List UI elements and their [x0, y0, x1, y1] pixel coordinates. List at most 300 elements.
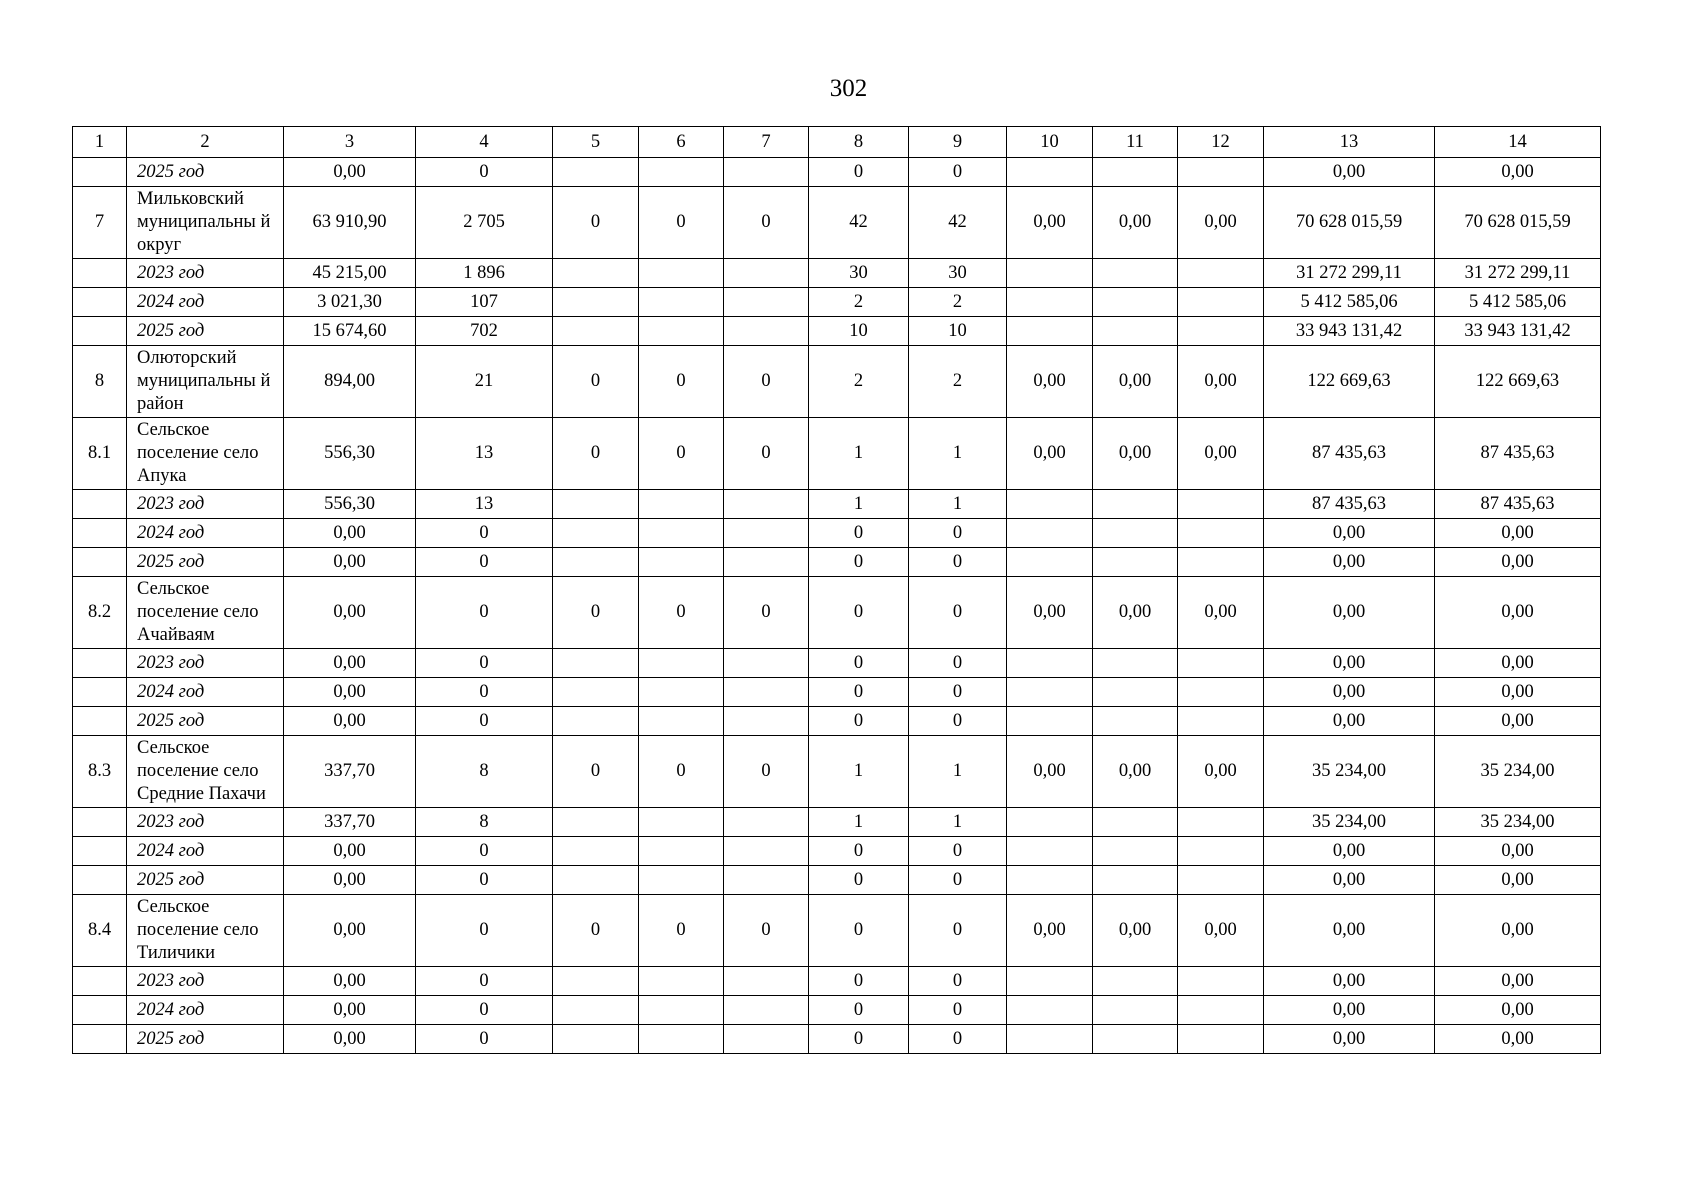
- table-cell: 35 234,00: [1435, 736, 1601, 808]
- table-cell: [1178, 490, 1264, 519]
- table-cell: 0: [553, 577, 639, 649]
- table-cell: 0,00: [284, 967, 416, 996]
- table-cell: 1: [809, 490, 909, 519]
- header-cell: 4: [416, 127, 553, 158]
- table-cell: 0: [639, 418, 724, 490]
- table-cell: 87 435,63: [1264, 490, 1435, 519]
- table-cell: 122 669,63: [1435, 346, 1601, 418]
- table-row: [73, 1025, 1601, 1054]
- table-cell: 15 674,60: [284, 317, 416, 346]
- table-cell: [639, 259, 724, 288]
- table-cell: 8.4: [73, 895, 127, 967]
- table-row: [73, 418, 1601, 490]
- table-cell: [73, 866, 127, 895]
- header-row: [73, 127, 1601, 158]
- table-cell: [1093, 519, 1178, 548]
- name-cell: 2025 год: [127, 317, 284, 346]
- table-cell: [553, 678, 639, 707]
- table-cell: 0: [416, 678, 553, 707]
- table-row: [73, 187, 1601, 259]
- header-cell: 1: [73, 127, 127, 158]
- name-cell: 2025 год: [127, 707, 284, 736]
- table-cell: [724, 158, 809, 187]
- table-row: [73, 967, 1601, 996]
- table-cell: 0: [724, 187, 809, 259]
- table-cell: 0,00: [1264, 519, 1435, 548]
- table-cell: [1178, 866, 1264, 895]
- table-cell: [553, 158, 639, 187]
- table-cell: 1: [809, 736, 909, 808]
- table-cell: 8: [73, 346, 127, 418]
- table-cell: [724, 808, 809, 837]
- table-cell: 8: [416, 808, 553, 837]
- table-cell: 0: [809, 895, 909, 967]
- header-cell: 9: [909, 127, 1007, 158]
- table-cell: [724, 996, 809, 1025]
- name-cell: 2025 год: [127, 1025, 284, 1054]
- table-cell: 87 435,63: [1435, 418, 1601, 490]
- table-cell: 0,00: [1007, 346, 1093, 418]
- table-cell: 0: [639, 346, 724, 418]
- table-cell: 0: [416, 837, 553, 866]
- table-cell: [553, 1025, 639, 1054]
- table-cell: 0,00: [284, 996, 416, 1025]
- table-cell: 0: [416, 519, 553, 548]
- table-cell: [1178, 707, 1264, 736]
- table-cell: [1093, 548, 1178, 577]
- table-row: [73, 736, 1601, 808]
- header-cell: 13: [1264, 127, 1435, 158]
- table-cell: [553, 490, 639, 519]
- table-cell: 5 412 585,06: [1264, 288, 1435, 317]
- table-cell: [1093, 866, 1178, 895]
- table-cell: 0: [809, 866, 909, 895]
- table-cell: [724, 519, 809, 548]
- table-cell: [639, 158, 724, 187]
- table-cell: 0,00: [1178, 895, 1264, 967]
- table-cell: 2 705: [416, 187, 553, 259]
- table-cell: 0,00: [284, 678, 416, 707]
- name-cell: 2025 год: [127, 548, 284, 577]
- name-cell: Мильковский муниципальны й округ: [127, 187, 284, 259]
- table-cell: 0: [909, 996, 1007, 1025]
- table-cell: 70 628 015,59: [1435, 187, 1601, 259]
- table-cell: 10: [809, 317, 909, 346]
- table-cell: [1178, 1025, 1264, 1054]
- table-cell: 30: [809, 259, 909, 288]
- table-cell: 31 272 299,11: [1264, 259, 1435, 288]
- table-cell: [639, 837, 724, 866]
- table-cell: 0: [809, 996, 909, 1025]
- table-cell: [553, 649, 639, 678]
- table-cell: 0: [553, 736, 639, 808]
- table-cell: 0: [416, 158, 553, 187]
- table-cell: [1093, 317, 1178, 346]
- table-row: [73, 808, 1601, 837]
- table-cell: 5 412 585,06: [1435, 288, 1601, 317]
- name-cell: Сельское поселение село Ачайваям: [127, 577, 284, 649]
- table-cell: [1093, 158, 1178, 187]
- table-cell: [1007, 259, 1093, 288]
- table-cell: 0,00: [1093, 577, 1178, 649]
- header-cell: 12: [1178, 127, 1264, 158]
- header-cell: 14: [1435, 127, 1601, 158]
- table-cell: [1007, 317, 1093, 346]
- table-cell: 0,00: [284, 519, 416, 548]
- table-cell: [1093, 707, 1178, 736]
- table-cell: 0,00: [284, 548, 416, 577]
- table-cell: [724, 967, 809, 996]
- table-cell: 33 943 131,42: [1264, 317, 1435, 346]
- table-cell: 0: [416, 895, 553, 967]
- table-cell: 0,00: [1264, 866, 1435, 895]
- table-cell: 0,00: [1007, 418, 1093, 490]
- table-cell: 13: [416, 490, 553, 519]
- table-cell: 0: [724, 736, 809, 808]
- table-cell: [1093, 490, 1178, 519]
- table-cell: [1178, 967, 1264, 996]
- table-cell: 0,00: [1435, 837, 1601, 866]
- table-cell: 0: [416, 967, 553, 996]
- table-cell: 8.1: [73, 418, 127, 490]
- table-cell: [1093, 837, 1178, 866]
- table-cell: 0: [416, 548, 553, 577]
- table-cell: [724, 707, 809, 736]
- table-cell: [73, 490, 127, 519]
- table-cell: [1007, 707, 1093, 736]
- table-cell: [1178, 996, 1264, 1025]
- table-cell: [553, 259, 639, 288]
- table-cell: [1093, 678, 1178, 707]
- table-cell: [1178, 288, 1264, 317]
- table-row: [73, 895, 1601, 967]
- table-cell: [1007, 808, 1093, 837]
- table-cell: 30: [909, 259, 1007, 288]
- table-cell: 0,00: [1007, 577, 1093, 649]
- table-cell: [1007, 837, 1093, 866]
- table-cell: [639, 288, 724, 317]
- table-cell: [1007, 288, 1093, 317]
- table-cell: 0: [909, 577, 1007, 649]
- table-cell: 0: [416, 866, 553, 895]
- table-cell: [73, 996, 127, 1025]
- name-cell: 2025 год: [127, 866, 284, 895]
- table-cell: [73, 837, 127, 866]
- table-cell: [73, 678, 127, 707]
- table-cell: 1: [809, 808, 909, 837]
- table-cell: 0,00: [284, 866, 416, 895]
- table-cell: 0,00: [284, 895, 416, 967]
- table-cell: 0,00: [1093, 187, 1178, 259]
- table-row: [73, 158, 1601, 187]
- table-cell: 0: [553, 895, 639, 967]
- table-cell: [73, 1025, 127, 1054]
- table-cell: 35 234,00: [1264, 736, 1435, 808]
- table-cell: 0,00: [284, 837, 416, 866]
- table-cell: 0,00: [1093, 895, 1178, 967]
- table-cell: [1178, 259, 1264, 288]
- table-cell: 0,00: [1435, 895, 1601, 967]
- table-cell: 0: [639, 577, 724, 649]
- table-cell: [73, 519, 127, 548]
- header-cell: 2: [127, 127, 284, 158]
- table-row: [73, 259, 1601, 288]
- table-cell: 0,00: [284, 158, 416, 187]
- table-cell: 33 943 131,42: [1435, 317, 1601, 346]
- table-cell: [73, 288, 127, 317]
- table-cell: 0,00: [1435, 996, 1601, 1025]
- table-row: [73, 548, 1601, 577]
- name-cell: Сельское поселение село Апука: [127, 418, 284, 490]
- table-cell: 0,00: [1435, 678, 1601, 707]
- table-cell: 10: [909, 317, 1007, 346]
- table-cell: 0: [909, 967, 1007, 996]
- table-row: [73, 346, 1601, 418]
- table-cell: [1093, 259, 1178, 288]
- name-cell: 2024 год: [127, 678, 284, 707]
- table-cell: 0,00: [1435, 158, 1601, 187]
- table-cell: 122 669,63: [1264, 346, 1435, 418]
- table-cell: [639, 1025, 724, 1054]
- header-cell: 7: [724, 127, 809, 158]
- table-cell: [1007, 649, 1093, 678]
- table-row: [73, 837, 1601, 866]
- table-cell: [1007, 490, 1093, 519]
- table-cell: 0: [909, 1025, 1007, 1054]
- table-cell: 0: [809, 577, 909, 649]
- name-cell: 2023 год: [127, 808, 284, 837]
- table-cell: 0: [809, 649, 909, 678]
- table-cell: [73, 707, 127, 736]
- table-row: [73, 577, 1601, 649]
- table-cell: 8: [416, 736, 553, 808]
- table-cell: 0: [909, 519, 1007, 548]
- table-cell: 0: [639, 895, 724, 967]
- table-cell: 0,00: [1264, 967, 1435, 996]
- table-cell: 0,00: [284, 577, 416, 649]
- header-cell: 3: [284, 127, 416, 158]
- table-cell: [1093, 808, 1178, 837]
- header-cell: 10: [1007, 127, 1093, 158]
- table-cell: [1093, 649, 1178, 678]
- table-cell: [724, 649, 809, 678]
- table-cell: [73, 808, 127, 837]
- table-cell: 35 234,00: [1264, 808, 1435, 837]
- table-cell: [553, 808, 639, 837]
- table-cell: 0: [809, 837, 909, 866]
- table-cell: [73, 649, 127, 678]
- table-cell: 0,00: [1178, 577, 1264, 649]
- table-row: [73, 317, 1601, 346]
- table-cell: 0,00: [284, 649, 416, 678]
- table-row: [73, 490, 1601, 519]
- table-cell: [553, 519, 639, 548]
- table-cell: 702: [416, 317, 553, 346]
- table-cell: 1: [909, 736, 1007, 808]
- table-cell: [724, 866, 809, 895]
- table-cell: 70 628 015,59: [1264, 187, 1435, 259]
- table-cell: [724, 548, 809, 577]
- table-cell: 0,00: [1093, 418, 1178, 490]
- table-cell: 337,70: [284, 736, 416, 808]
- table-cell: [639, 808, 724, 837]
- table-cell: 556,30: [284, 490, 416, 519]
- table-cell: 0: [809, 158, 909, 187]
- table-row: [73, 866, 1601, 895]
- table-cell: 0,00: [1093, 346, 1178, 418]
- table-cell: 0,00: [1435, 519, 1601, 548]
- table-cell: 0: [416, 707, 553, 736]
- table-cell: 0,00: [1435, 866, 1601, 895]
- header-cell: 5: [553, 127, 639, 158]
- table-cell: [553, 837, 639, 866]
- table-cell: 0: [809, 707, 909, 736]
- table-cell: 0,00: [1264, 1025, 1435, 1054]
- table-cell: 0,00: [284, 707, 416, 736]
- table-cell: [73, 158, 127, 187]
- table-cell: 0: [724, 346, 809, 418]
- table-cell: 0: [909, 707, 1007, 736]
- table-cell: [1178, 158, 1264, 187]
- table-cell: 2: [809, 346, 909, 418]
- table-cell: [724, 1025, 809, 1054]
- table-cell: [553, 548, 639, 577]
- table-cell: [1178, 837, 1264, 866]
- table-cell: [553, 996, 639, 1025]
- table-cell: 0: [416, 649, 553, 678]
- table-cell: 0,00: [1435, 967, 1601, 996]
- table-cell: [1093, 1025, 1178, 1054]
- table-cell: 3 021,30: [284, 288, 416, 317]
- table-cell: 0,00: [1007, 895, 1093, 967]
- table-cell: [639, 967, 724, 996]
- table-cell: 0: [909, 649, 1007, 678]
- table-cell: [724, 837, 809, 866]
- table-cell: 42: [809, 187, 909, 259]
- table-cell: [1007, 967, 1093, 996]
- table-cell: 0: [909, 548, 1007, 577]
- table-cell: 8.2: [73, 577, 127, 649]
- table-cell: [639, 490, 724, 519]
- table-cell: 1: [909, 808, 1007, 837]
- table-cell: 0: [809, 1025, 909, 1054]
- table-cell: 42: [909, 187, 1007, 259]
- table-cell: 35 234,00: [1435, 808, 1601, 837]
- table-cell: 0: [809, 967, 909, 996]
- table-cell: 1: [809, 418, 909, 490]
- table-cell: [1178, 678, 1264, 707]
- name-cell: Сельское поселение село Тиличики: [127, 895, 284, 967]
- table-cell: 87 435,63: [1264, 418, 1435, 490]
- name-cell: 2024 год: [127, 837, 284, 866]
- table-cell: [1178, 808, 1264, 837]
- table-cell: 0: [909, 895, 1007, 967]
- table-cell: [1093, 288, 1178, 317]
- table-cell: [553, 967, 639, 996]
- table-cell: 0,00: [1435, 707, 1601, 736]
- table-cell: 0,00: [1264, 649, 1435, 678]
- table-cell: 31 272 299,11: [1435, 259, 1601, 288]
- name-cell: 2024 год: [127, 519, 284, 548]
- name-cell: 2023 год: [127, 649, 284, 678]
- page-number: 302: [829, 75, 868, 102]
- table-cell: [553, 707, 639, 736]
- table-cell: 0,00: [1264, 837, 1435, 866]
- table-cell: 0: [809, 548, 909, 577]
- table-cell: 0: [416, 1025, 553, 1054]
- table-cell: 0: [724, 418, 809, 490]
- table-cell: 1: [909, 418, 1007, 490]
- table-cell: 0: [553, 346, 639, 418]
- table-cell: 0,00: [1435, 548, 1601, 577]
- table-cell: 45 215,00: [284, 259, 416, 288]
- table-cell: 0,00: [1178, 346, 1264, 418]
- table-cell: 1 896: [416, 259, 553, 288]
- table-cell: [724, 490, 809, 519]
- table-cell: 0: [724, 577, 809, 649]
- table-row: [73, 678, 1601, 707]
- table-cell: 0: [909, 837, 1007, 866]
- name-cell: Олюторский муниципальны й район: [127, 346, 284, 418]
- table-cell: 0,00: [1007, 736, 1093, 808]
- table-cell: [639, 678, 724, 707]
- table-cell: [724, 259, 809, 288]
- table-cell: [73, 967, 127, 996]
- table-row: [73, 996, 1601, 1025]
- table-cell: 0,00: [1264, 895, 1435, 967]
- table-cell: 0: [909, 158, 1007, 187]
- table-cell: 0,00: [1264, 678, 1435, 707]
- table-cell: 0,00: [1264, 158, 1435, 187]
- name-cell: 2024 год: [127, 996, 284, 1025]
- table-cell: [1007, 866, 1093, 895]
- table-cell: 0: [639, 736, 724, 808]
- table-row: [73, 649, 1601, 678]
- table-cell: 1: [909, 490, 1007, 519]
- table-cell: 0,00: [1435, 1025, 1601, 1054]
- table-cell: 21: [416, 346, 553, 418]
- table-cell: [1007, 158, 1093, 187]
- table-cell: 0: [909, 866, 1007, 895]
- table-cell: [1178, 548, 1264, 577]
- table-cell: [724, 288, 809, 317]
- table-cell: 0: [809, 678, 909, 707]
- table-cell: [553, 866, 639, 895]
- table-cell: 2: [809, 288, 909, 317]
- table-cell: 107: [416, 288, 553, 317]
- table-cell: [639, 866, 724, 895]
- table-cell: 556,30: [284, 418, 416, 490]
- table-cell: [1007, 519, 1093, 548]
- table-cell: [724, 678, 809, 707]
- table-cell: 337,70: [284, 808, 416, 837]
- table-cell: 0: [553, 187, 639, 259]
- name-cell: 2023 год: [127, 259, 284, 288]
- table-cell: 0,00: [1435, 577, 1601, 649]
- table-cell: [553, 288, 639, 317]
- table-cell: [1093, 967, 1178, 996]
- table-cell: 0,00: [284, 1025, 416, 1054]
- name-cell: Сельское поселение село Средние Пахачи: [127, 736, 284, 808]
- table-cell: 0,00: [1178, 187, 1264, 259]
- table-cell: [1178, 649, 1264, 678]
- table-cell: 0,00: [1178, 418, 1264, 490]
- table-cell: 0,00: [1264, 548, 1435, 577]
- table-cell: [639, 649, 724, 678]
- table-body: [73, 127, 1601, 1054]
- table-cell: [639, 707, 724, 736]
- table-cell: [1178, 317, 1264, 346]
